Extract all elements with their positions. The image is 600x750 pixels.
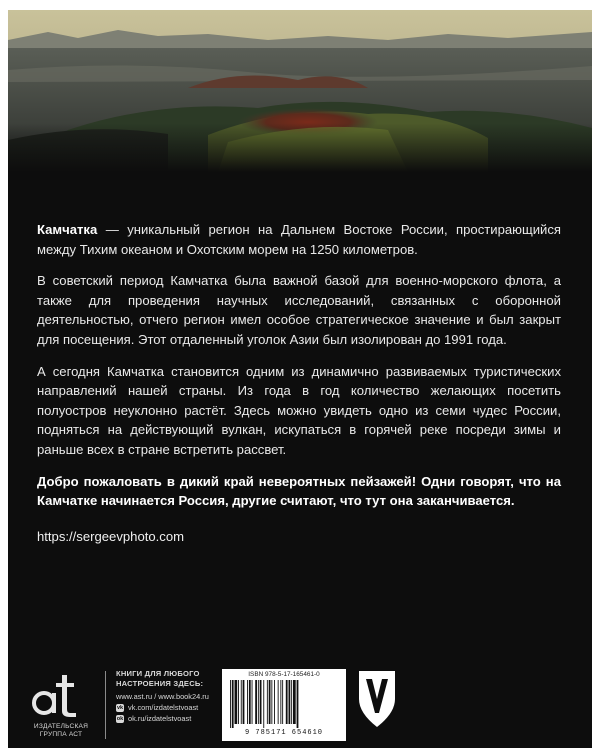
website-link[interactable]: https://sergeevphoto.com [37,528,185,544]
barcode-bar [249,680,251,724]
ast-logo [32,671,88,723]
isbn-number: 9 785171 654610 [244,729,323,737]
barcode-bar [286,680,288,724]
barcode-bar [280,680,281,724]
ast-logo-icon [32,671,88,723]
promo-title-line-1: КНИГИ ДЛЯ ЛЮБОГО [116,669,200,678]
barcode-bar [230,680,231,728]
promo-block [116,669,236,724]
isbn-label: ISBN 978-5-17-165461-0 [248,671,320,678]
barcode-bar [278,680,279,724]
barcode-bar [241,680,242,724]
divider [105,671,106,739]
barcode-bar [289,680,291,724]
book-back-cover [8,10,592,748]
ok-row[interactable] [116,713,236,724]
barcode-bar [232,680,234,728]
barcode-bar [297,680,299,728]
barcode-bar [252,680,253,724]
intro-rest: — уникальный регион на Дальнем Востоке России, простирающийся между Тихим океаном и Охотским морем на 1250 километров. [37,222,561,257]
barcode-bar [263,680,264,728]
barcode-bar [267,680,268,724]
v-emblem [356,669,398,729]
logo-caption [22,723,100,739]
barcode-bar [274,680,275,724]
caption-line-2: ГРУППА АСТ [39,731,83,738]
welcome-paragraph: Добро пожаловать в дикий край невероятных пейзажей! Одни говорят, что на Камчатке начинается Россия, другие считают, что тут она заканчивается. [37,473,561,509]
barcode-bar [260,680,262,724]
barcode-bar [258,680,259,724]
volcanic-landscape-photo-icon [8,10,592,172]
ok-icon: ok [116,715,124,722]
promo-sites[interactable]: www.ast.ru / www.book24.ru [116,692,209,701]
landscape-photo [8,10,592,172]
barcode [222,669,346,741]
barcode-bar [293,680,296,724]
barcode-bar [269,680,271,724]
v-emblem-icon [356,669,398,729]
history-paragraph: В советский период Камчатка была важной базой для военно-морского флота, а также для проведения научных исследований, связанных с оборонной деятельностью, отчего регион имел особое стратегическое значение и был закрыт для посещения. Этот отдаленный уголок Азии был изолирован до 1991 года. [37,273,561,347]
barcode-bar [291,680,292,724]
barcode-bars-icon [230,680,338,728]
vk-row[interactable] [116,702,236,713]
barcode-bar [255,680,257,724]
kamchatka-bold: Камчатка [37,222,98,237]
barcode-bar [271,680,272,724]
promo-title [116,669,236,689]
footer [8,665,592,748]
barcode-bar [282,680,283,724]
vk-link[interactable]: vk.com/izdatelstvoast [128,703,199,712]
caption-line-1: ИЗДАТЕЛЬСКАЯ [33,723,89,730]
tourism-paragraph: А сегодня Камчатка становится одним из динамично развиваемых туристических направлений нашей страны. Из года в год количество желающих посетить полуостров неуклонно растёт. Здесь можно увидеть одно из семи чудес России, подняться на действующий вулкан, искупаться в горячей реке посреди зимы и раньше всех в стране встретить рассвет. [37,363,561,457]
description-text [37,220,561,558]
intro-paragraph [37,220,561,259]
barcode-bar [247,680,248,724]
barcode-bar [238,680,239,724]
ok-link[interactable]: ok.ru/izdatelstvoast [128,714,192,723]
vk-icon: vk [116,704,124,711]
barcode-bar [243,680,245,724]
promo-title-line-2: НАСТРОЕНИЯ ЗДЕСЬ: [116,679,204,688]
barcode-bar [235,680,238,724]
